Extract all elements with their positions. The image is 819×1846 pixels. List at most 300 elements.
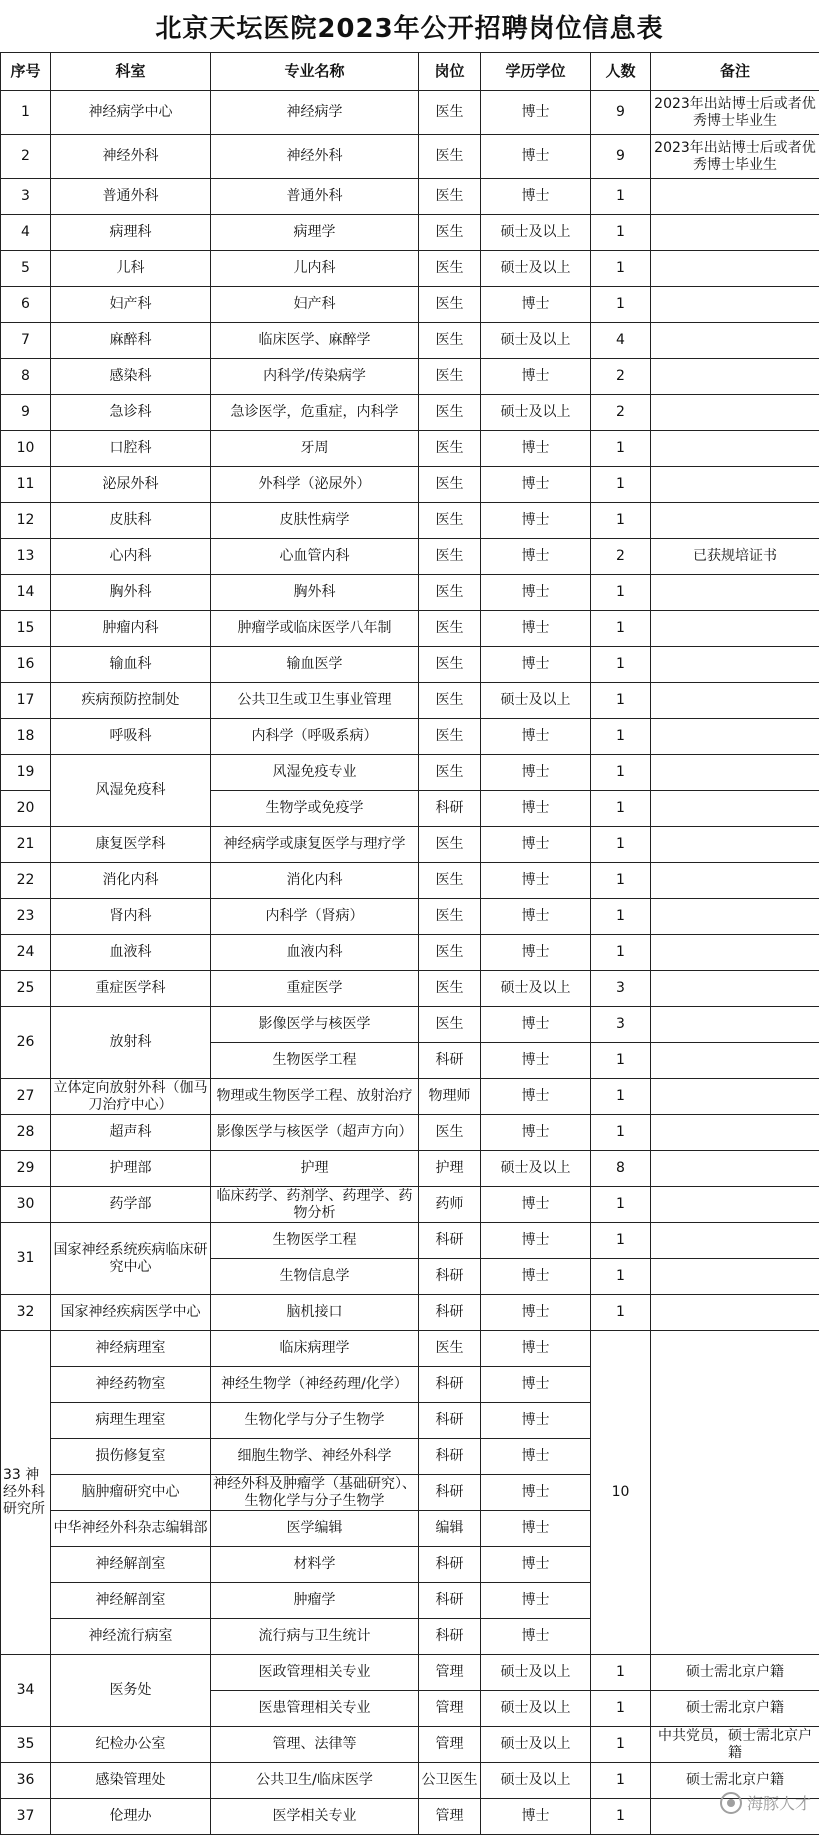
cell-dept: 神经外科 [51, 135, 211, 179]
table-row [1, 1187, 819, 1223]
cell-note [651, 1331, 819, 1655]
cell-dept: 皮肤科 [51, 503, 211, 539]
cell-degree: 博士 [481, 1223, 591, 1259]
cell-post: 医生 [419, 935, 481, 971]
cell-dept: 心内科 [51, 539, 211, 575]
cell-dept: 国家神经疾病医学中心 [51, 1295, 211, 1331]
cell-post: 医生 [419, 719, 481, 755]
cell-major: 内科学/传染病学 [211, 359, 419, 395]
header-no: 序号 [1, 53, 51, 91]
cell-dept: 超声科 [51, 1115, 211, 1151]
dolphin-logo-icon [720, 1792, 742, 1814]
table-row [1, 827, 819, 863]
cell-dept: 输血科 [51, 647, 211, 683]
cell-no: 28 [1, 1115, 51, 1151]
table-row [1, 251, 819, 287]
cell-no: 20 [1, 791, 51, 827]
cell-no: 12 [1, 503, 51, 539]
cell-dept: 儿科 [51, 251, 211, 287]
cell-major: 细胞生物学、神经外科学 [211, 1439, 419, 1475]
cell-no: 26 [1, 1007, 51, 1079]
cell-dept: 妇产科 [51, 287, 211, 323]
cell-major: 神经生物学（神经药理/化学） [211, 1367, 419, 1403]
cell-major: 内科学（呼吸系病） [211, 719, 419, 755]
cell-degree: 博士 [481, 1115, 591, 1151]
cell-dept: 损伤修复室 [51, 1439, 211, 1475]
cell-dept: 神经解剖室 [51, 1583, 211, 1619]
cell-no: 34 [1, 1655, 51, 1727]
cell-no: 18 [1, 719, 51, 755]
cell-post: 护理 [419, 1151, 481, 1187]
cell-note [651, 395, 819, 431]
cell-dept: 放射科 [51, 1007, 211, 1079]
cell-dept: 胸外科 [51, 575, 211, 611]
cell-note: 硕士需北京户籍 [651, 1691, 819, 1727]
cell-major: 物理或生物医学工程、放射治疗 [211, 1079, 419, 1115]
cell-no: 2 [1, 135, 51, 179]
cell-major: 妇产科 [211, 287, 419, 323]
cell-degree: 博士 [481, 1511, 591, 1547]
cell-dept: 伦理办 [51, 1799, 211, 1835]
cell-major: 医学相关专业 [211, 1799, 419, 1835]
cell-note [651, 575, 819, 611]
cell-major: 医患管理相关专业 [211, 1691, 419, 1727]
cell-post: 科研 [419, 791, 481, 827]
cell-major: 材料学 [211, 1547, 419, 1583]
cell-no: 33 神经外科研究所 [1, 1331, 51, 1655]
cell-dept: 神经病理室 [51, 1331, 211, 1367]
cell-no: 14 [1, 575, 51, 611]
cell-post: 医生 [419, 539, 481, 575]
cell-degree: 博士 [481, 1475, 591, 1511]
cell-post: 医生 [419, 575, 481, 611]
cell-count: 3 [591, 971, 651, 1007]
table-row [1, 135, 819, 179]
cell-major: 病理学 [211, 215, 419, 251]
cell-count: 2 [591, 539, 651, 575]
cell-no: 11 [1, 467, 51, 503]
cell-count: 1 [591, 1691, 651, 1727]
cell-major: 管理、法律等 [211, 1727, 419, 1763]
header-major: 专业名称 [211, 53, 419, 91]
cell-degree: 博士 [481, 1799, 591, 1835]
cell-dept: 神经药物室 [51, 1367, 211, 1403]
cell-dept: 脑肿瘤研究中心 [51, 1475, 211, 1511]
cell-count: 1 [591, 611, 651, 647]
cell-no: 24 [1, 935, 51, 971]
cell-degree: 博士 [481, 611, 591, 647]
cell-major: 皮肤性病学 [211, 503, 419, 539]
cell-dept: 药学部 [51, 1187, 211, 1223]
cell-count: 1 [591, 1763, 651, 1799]
cell-degree: 博士 [481, 791, 591, 827]
cell-degree: 硕士及以上 [481, 1727, 591, 1763]
table-row [1, 503, 819, 539]
cell-count: 1 [591, 1799, 651, 1835]
cell-dept: 肿瘤内科 [51, 611, 211, 647]
cell-count: 1 [591, 503, 651, 539]
cell-note [651, 863, 819, 899]
cell-no: 31 [1, 1223, 51, 1295]
cell-count: 2 [591, 395, 651, 431]
table-row [1, 1727, 819, 1763]
cell-degree: 博士 [481, 287, 591, 323]
cell-note [651, 287, 819, 323]
cell-dept: 风湿免疫科 [51, 755, 211, 827]
cell-no: 5 [1, 251, 51, 287]
cell-post: 医生 [419, 135, 481, 179]
cell-major: 脑机接口 [211, 1295, 419, 1331]
cell-note [651, 647, 819, 683]
cell-no: 35 [1, 1727, 51, 1763]
cell-degree: 硕士及以上 [481, 251, 591, 287]
cell-note [651, 971, 819, 1007]
table-row [1, 215, 819, 251]
cell-dept: 重症医学科 [51, 971, 211, 1007]
cell-post: 管理 [419, 1655, 481, 1691]
cell-post: 医生 [419, 503, 481, 539]
cell-note [651, 611, 819, 647]
recruitment-table [0, 52, 819, 1835]
cell-no: 29 [1, 1151, 51, 1187]
cell-no: 30 [1, 1187, 51, 1223]
cell-degree: 博士 [481, 1367, 591, 1403]
table-row [1, 467, 819, 503]
cell-post: 科研 [419, 1547, 481, 1583]
cell-post: 医生 [419, 647, 481, 683]
cell-degree: 博士 [481, 827, 591, 863]
cell-no: 4 [1, 215, 51, 251]
cell-post: 管理 [419, 1727, 481, 1763]
cell-dept: 神经病学中心 [51, 91, 211, 135]
table-row [1, 91, 819, 135]
cell-post: 科研 [419, 1475, 481, 1511]
cell-degree: 博士 [481, 179, 591, 215]
cell-major: 儿内科 [211, 251, 419, 287]
cell-count: 1 [591, 1043, 651, 1079]
cell-post: 医生 [419, 251, 481, 287]
cell-note [651, 1223, 819, 1259]
cell-dept: 普通外科 [51, 179, 211, 215]
cell-major: 影像医学与核医学（超声方向） [211, 1115, 419, 1151]
cell-note [651, 467, 819, 503]
table-row [1, 395, 819, 431]
cell-post: 医生 [419, 395, 481, 431]
cell-degree: 博士 [481, 647, 591, 683]
cell-degree: 硕士及以上 [481, 1655, 591, 1691]
cell-major: 影像医学与核医学 [211, 1007, 419, 1043]
cell-dept: 病理生理室 [51, 1403, 211, 1439]
cell-post: 医生 [419, 287, 481, 323]
cell-count: 1 [591, 1655, 651, 1691]
cell-no: 21 [1, 827, 51, 863]
table-row [1, 683, 819, 719]
table-row [1, 1763, 819, 1799]
cell-no: 32 [1, 1295, 51, 1331]
cell-no: 10 [1, 431, 51, 467]
cell-post: 公卫医生 [419, 1763, 481, 1799]
cell-count: 1 [591, 1295, 651, 1331]
cell-degree: 硕士及以上 [481, 395, 591, 431]
cell-note [651, 935, 819, 971]
cell-major: 生物医学工程 [211, 1043, 419, 1079]
cell-major: 心血管内科 [211, 539, 419, 575]
cell-degree: 硕士及以上 [481, 215, 591, 251]
cell-count: 1 [591, 1115, 651, 1151]
cell-note [651, 1187, 819, 1223]
cell-major: 神经外科 [211, 135, 419, 179]
cell-major: 生物医学工程 [211, 1223, 419, 1259]
cell-count: 8 [591, 1151, 651, 1187]
cell-post: 编辑 [419, 1511, 481, 1547]
table-row [1, 719, 819, 755]
cell-note [651, 899, 819, 935]
table-row [1, 1079, 819, 1115]
cell-note [651, 683, 819, 719]
cell-degree: 博士 [481, 863, 591, 899]
table-row [1, 1331, 819, 1367]
cell-degree: 硕士及以上 [481, 1691, 591, 1727]
cell-major: 牙周 [211, 431, 419, 467]
cell-dept: 立体定向放射外科（伽马刀治疗中心） [51, 1079, 211, 1115]
cell-note [651, 503, 819, 539]
cell-no: 17 [1, 683, 51, 719]
cell-major: 普通外科 [211, 179, 419, 215]
cell-note [651, 791, 819, 827]
cell-degree: 博士 [481, 719, 591, 755]
cell-count: 9 [591, 135, 651, 179]
cell-dept: 呼吸科 [51, 719, 211, 755]
cell-note [651, 1151, 819, 1187]
cell-note: 2023年出站博士后或者优秀博士毕业生 [651, 135, 819, 179]
cell-count: 1 [591, 287, 651, 323]
cell-post: 医生 [419, 827, 481, 863]
cell-degree: 博士 [481, 359, 591, 395]
cell-degree: 硕士及以上 [481, 1763, 591, 1799]
cell-dept: 肾内科 [51, 899, 211, 935]
cell-no: 7 [1, 323, 51, 359]
header-degree: 学历学位 [481, 53, 591, 91]
cell-count: 10 [591, 1331, 651, 1655]
watermark [720, 1791, 811, 1814]
cell-major: 胸外科 [211, 575, 419, 611]
cell-count: 1 [591, 863, 651, 899]
cell-count: 1 [591, 1079, 651, 1115]
cell-no: 16 [1, 647, 51, 683]
header-dept: 科室 [51, 53, 211, 91]
cell-count: 1 [591, 467, 651, 503]
cell-post: 科研 [419, 1295, 481, 1331]
cell-no: 8 [1, 359, 51, 395]
cell-post: 科研 [419, 1367, 481, 1403]
cell-post: 医生 [419, 359, 481, 395]
cell-post: 医生 [419, 1331, 481, 1367]
table-row [1, 935, 819, 971]
cell-note: 硕士需北京户籍 [651, 1763, 819, 1799]
cell-count: 4 [591, 323, 651, 359]
cell-post: 医生 [419, 863, 481, 899]
cell-degree: 硕士及以上 [481, 683, 591, 719]
cell-count: 1 [591, 683, 651, 719]
cell-count: 1 [591, 179, 651, 215]
cell-note [651, 1007, 819, 1043]
cell-no: 36 [1, 1763, 51, 1799]
cell-dept: 泌尿外科 [51, 467, 211, 503]
cell-major: 风湿免疫专业 [211, 755, 419, 791]
cell-major: 消化内科 [211, 863, 419, 899]
cell-no: 19 [1, 755, 51, 791]
cell-major: 生物学或免疫学 [211, 791, 419, 827]
cell-major: 肿瘤学 [211, 1583, 419, 1619]
cell-dept: 纪检办公室 [51, 1727, 211, 1763]
table-row [1, 1655, 819, 1691]
cell-major: 生物信息学 [211, 1259, 419, 1295]
cell-post: 科研 [419, 1403, 481, 1439]
watermark-text: 海豚人才 [746, 1794, 811, 1813]
cell-note: 已获规培证书 [651, 539, 819, 575]
cell-note [651, 179, 819, 215]
cell-dept: 感染科 [51, 359, 211, 395]
cell-post: 科研 [419, 1043, 481, 1079]
cell-note [651, 323, 819, 359]
cell-count: 2 [591, 359, 651, 395]
cell-no: 37 [1, 1799, 51, 1835]
cell-note [651, 251, 819, 287]
cell-no: 22 [1, 863, 51, 899]
header-count: 人数 [591, 53, 651, 91]
cell-degree: 博士 [481, 935, 591, 971]
cell-post: 科研 [419, 1619, 481, 1655]
cell-dept: 护理部 [51, 1151, 211, 1187]
table-row [1, 755, 819, 791]
cell-post: 科研 [419, 1583, 481, 1619]
cell-degree: 博士 [481, 1547, 591, 1583]
cell-major: 临床病理学 [211, 1331, 419, 1367]
table-row [1, 539, 819, 575]
cell-note [651, 1079, 819, 1115]
cell-post: 医生 [419, 1007, 481, 1043]
cell-dept: 医务处 [51, 1655, 211, 1727]
table-row [1, 971, 819, 1007]
cell-count: 1 [591, 755, 651, 791]
cell-note: 硕士需北京户籍 [651, 1655, 819, 1691]
cell-no: 3 [1, 179, 51, 215]
cell-degree: 博士 [481, 1583, 591, 1619]
cell-major: 流行病与卫生统计 [211, 1619, 419, 1655]
cell-post: 科研 [419, 1259, 481, 1295]
cell-post: 医生 [419, 467, 481, 503]
table-row [1, 1151, 819, 1187]
cell-count: 1 [591, 647, 651, 683]
cell-no: 15 [1, 611, 51, 647]
table-row [1, 1295, 819, 1331]
cell-post: 管理 [419, 1691, 481, 1727]
table-row [1, 863, 819, 899]
cell-degree: 硕士及以上 [481, 323, 591, 359]
cell-dept: 消化内科 [51, 863, 211, 899]
cell-post: 医生 [419, 431, 481, 467]
cell-post: 医生 [419, 611, 481, 647]
cell-no: 9 [1, 395, 51, 431]
cell-count: 1 [591, 431, 651, 467]
table-row [1, 359, 819, 395]
header-post: 岗位 [419, 53, 481, 91]
cell-degree: 博士 [481, 1187, 591, 1223]
cell-degree: 博士 [481, 431, 591, 467]
cell-note [651, 215, 819, 251]
cell-post: 医生 [419, 683, 481, 719]
cell-major: 护理 [211, 1151, 419, 1187]
cell-major: 临床医学、麻醉学 [211, 323, 419, 359]
cell-major: 血液内科 [211, 935, 419, 971]
cell-note [651, 827, 819, 863]
cell-degree: 博士 [481, 1331, 591, 1367]
cell-degree: 博士 [481, 899, 591, 935]
cell-degree: 博士 [481, 1619, 591, 1655]
table-row [1, 1007, 819, 1043]
cell-note: 中共党员，硕士需北京户籍 [651, 1727, 819, 1763]
cell-degree: 博士 [481, 1295, 591, 1331]
cell-dept: 感染管理处 [51, 1763, 211, 1799]
cell-major: 神经病学或康复医学与理疗学 [211, 827, 419, 863]
cell-post: 科研 [419, 1439, 481, 1475]
cell-major: 神经外科及肿瘤学（基础研究）、生物化学与分子生物学 [211, 1475, 419, 1511]
cell-no: 25 [1, 971, 51, 1007]
cell-degree: 博士 [481, 467, 591, 503]
cell-major: 内科学（肾病） [211, 899, 419, 935]
cell-degree: 博士 [481, 135, 591, 179]
cell-degree: 博士 [481, 1439, 591, 1475]
cell-major: 公共卫生/临床医学 [211, 1763, 419, 1799]
cell-count: 1 [591, 1187, 651, 1223]
cell-post: 医生 [419, 215, 481, 251]
cell-major: 外科学（泌尿外） [211, 467, 419, 503]
cell-major: 医政管理相关专业 [211, 1655, 419, 1691]
cell-dept: 病理科 [51, 215, 211, 251]
cell-post: 医生 [419, 323, 481, 359]
table-row [1, 611, 819, 647]
cell-dept: 麻醉科 [51, 323, 211, 359]
cell-no: 23 [1, 899, 51, 935]
cell-post: 医生 [419, 899, 481, 935]
cell-post: 医生 [419, 971, 481, 1007]
cell-post: 药师 [419, 1187, 481, 1223]
cell-degree: 博士 [481, 1043, 591, 1079]
cell-no: 6 [1, 287, 51, 323]
table-row [1, 431, 819, 467]
cell-degree: 博士 [481, 1403, 591, 1439]
cell-count: 1 [591, 791, 651, 827]
cell-dept: 口腔科 [51, 431, 211, 467]
cell-degree: 博士 [481, 1079, 591, 1115]
cell-note [651, 1115, 819, 1151]
cell-note [651, 1295, 819, 1331]
cell-count: 1 [591, 251, 651, 287]
table-row [1, 287, 819, 323]
page-title: 北京天坛医院2023年公开招聘岗位信息表 [155, 13, 664, 44]
cell-degree: 博士 [481, 1007, 591, 1043]
cell-count: 1 [591, 575, 651, 611]
cell-post: 医生 [419, 755, 481, 791]
cell-count: 1 [591, 1727, 651, 1763]
cell-major: 公共卫生或卫生事业管理 [211, 683, 419, 719]
cell-degree: 博士 [481, 503, 591, 539]
cell-dept: 疾病预防控制处 [51, 683, 211, 719]
cell-dept: 急诊科 [51, 395, 211, 431]
cell-count: 1 [591, 935, 651, 971]
cell-count: 9 [591, 91, 651, 135]
cell-count: 1 [591, 1223, 651, 1259]
